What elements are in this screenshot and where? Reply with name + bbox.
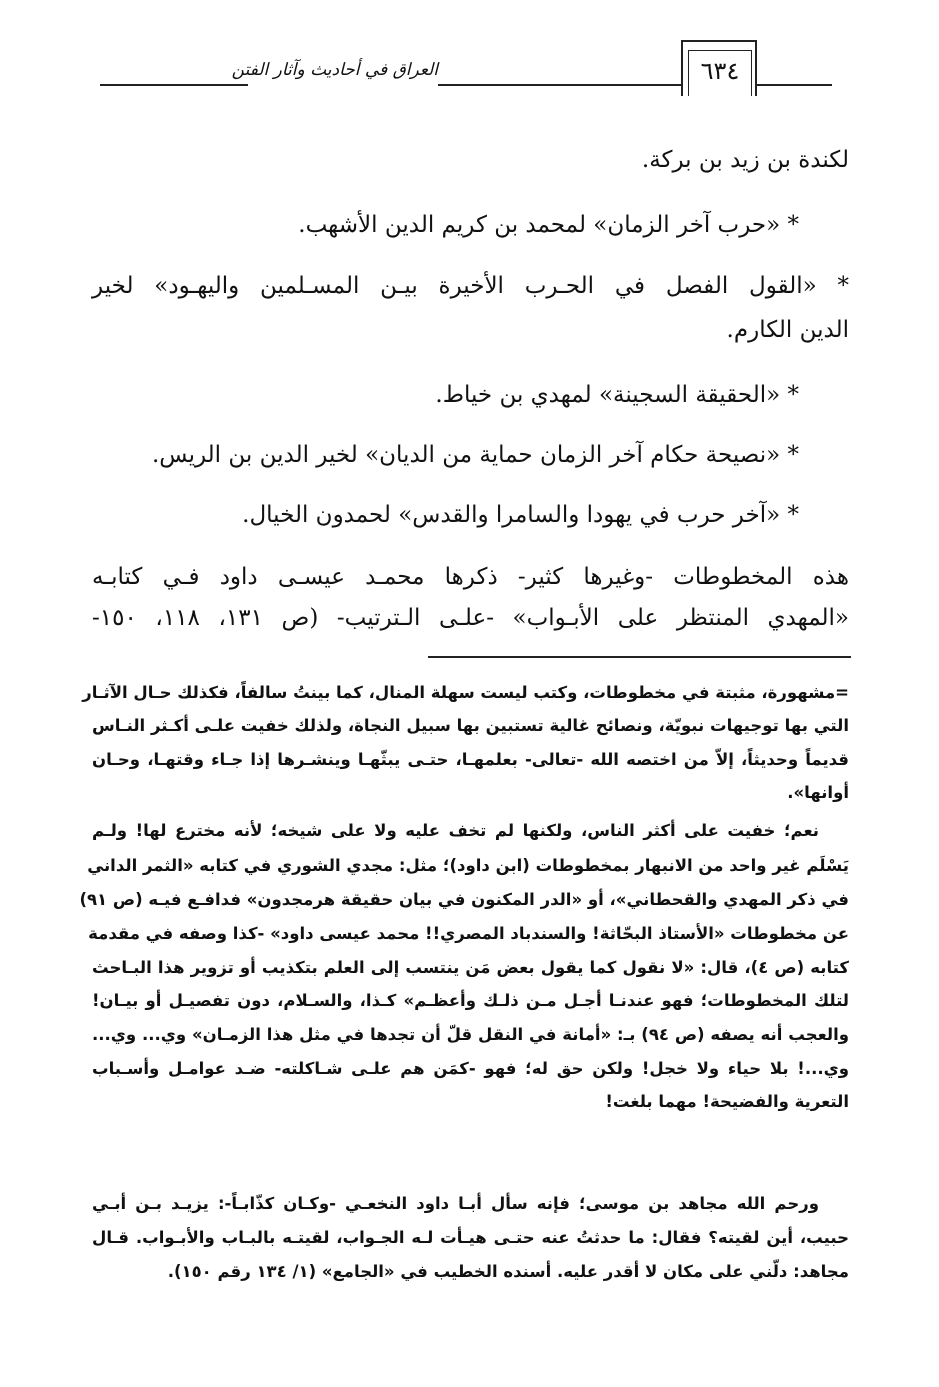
header-rule-middle	[438, 84, 681, 86]
footnote-line: وي...! بلا حياء ولا خجل! ولكن حق له؛ فهو -كمَن هم علـى شـاكلته- ضـد عوامـل وأسـباب	[92, 1059, 849, 1078]
main-line: لكندة بن زيد بن بركة.	[641, 147, 849, 173]
page-number: ٦٣٤	[688, 50, 752, 96]
running-title: العراق في أحاديث وآثار الفتن	[231, 60, 438, 80]
main-line: هذه المخطوطات -وغيرها كثير- ذكرها محمـد عيسـى داود فـي كتابـه	[92, 564, 849, 590]
main-line: * «آخر حرب في يهودا والسامرا والقدس» لحمدون الخيال.	[242, 502, 799, 528]
footnote-line: التعرية والفضيحة! مهما بلغت!	[605, 1092, 849, 1111]
footnote-line: قديماً وحديثاً، إلاّ من اختصه الله -تعالى- بعلمهـا، حتـى يبثّهـا وينشـرها إذا جـاء وقتهـا، وحـان	[92, 750, 849, 769]
main-line: * «نصيحة حكام آخر الزمان حماية من الديان» لخير الدين بن الريس.	[151, 442, 799, 468]
header-rule-left	[100, 84, 248, 86]
main-line: * «حرب آخر الزمان» لمحمد بن كريم الدين الأشهب.	[298, 212, 799, 238]
footnote-line: عن مخطوطات «الأستاذ البحّاثة! والسندباد المصري!! محمد عيسى داود» -كذا وصفه في مقدمة	[88, 924, 849, 943]
footnote-line: نعم؛ خفيت على أكثر الناس، ولكنها لم تخف عليه ولا على شيخه؛ لأنه مخترع لها! ولـم	[92, 821, 819, 840]
footnote-line: يَسْلَم غير واحد من الانبهار بمخطوطات (ابن داود)؛ مثل: مجدي الشوري في كتابه «الثمر الداني	[87, 856, 849, 875]
main-line: الدين الكارم.	[726, 317, 849, 343]
footnote-line: كتابه (ص ٤)، قال: «لا نقول كما يقول بعض مَن ينتسب إلى العلم بتكذيب أو تزوير هذا البـاحث	[92, 958, 849, 977]
main-line: «المهدي المنتظر على الأبـواب» -علـى الـترتيب- (ص ١٣١، ١١٨، ١٥٠-	[92, 605, 849, 631]
footnote-line: حبيب، أين لقيته؟ فقال: ما حدثتُ عنه حتـى هيـأت لـه الجـواب، لقيتـه بالبـاب والأبـواب. قـال	[92, 1228, 849, 1247]
footnote-line: =مشهورة، مثبتة في مخطوطات، وكتب ليست سهلة المنال، كما بينتُ سالفاً، فكذلك حـال الآثـار	[82, 683, 849, 702]
footnote-line: والعجب أنه يصفه (ص ٩٤) بـ: «أمانة في النقل قلّ أن تجدها في مثل هذا الزمـان» وي... وي...	[92, 1025, 850, 1044]
main-line: * «القول الفصل في الحـرب الأخيرة بيـن المسـلمين واليهـود» لخير	[92, 273, 849, 299]
footnote-line: في ذكر المهدي والقحطاني»، أو «الدر المكنون في بيان حقيقة هرمجدون» فدافـع فيـه (ص ٩١)	[79, 890, 849, 909]
main-line: * «الحقيقة السجينة» لمهدي بن خياط.	[435, 382, 799, 408]
footnote-line: أوانها».	[787, 783, 849, 802]
footnote-line: مجاهد: دلّني على مكان لا أقدر عليه. أسنده الخطيب في «الجامع» (١/ ١٣٤ رقم ١٥٠).	[167, 1262, 849, 1281]
footnote-line: ورحم الله مجاهد بن موسى؛ فإنه سأل أبـا داود النخعـي -وكـان كذّابـاً-: يزيـد بـن أبـي	[92, 1194, 819, 1213]
header-rule-right	[757, 84, 832, 86]
footnote-line: التي بها توجيهات نبويّة، ونصائح غالية تستبين بها سبيل النجاة، ولذلك خفيت علـى أكـثر النـاس	[92, 716, 849, 735]
footnote-separator	[428, 656, 851, 658]
footnote-line: لتلك المخطوطات؛ فهو عندنـا أجـل مـن ذلـك وأعظـم» كـذا، والسـلام، دون تفصيـل أو بيـان!	[92, 991, 849, 1010]
